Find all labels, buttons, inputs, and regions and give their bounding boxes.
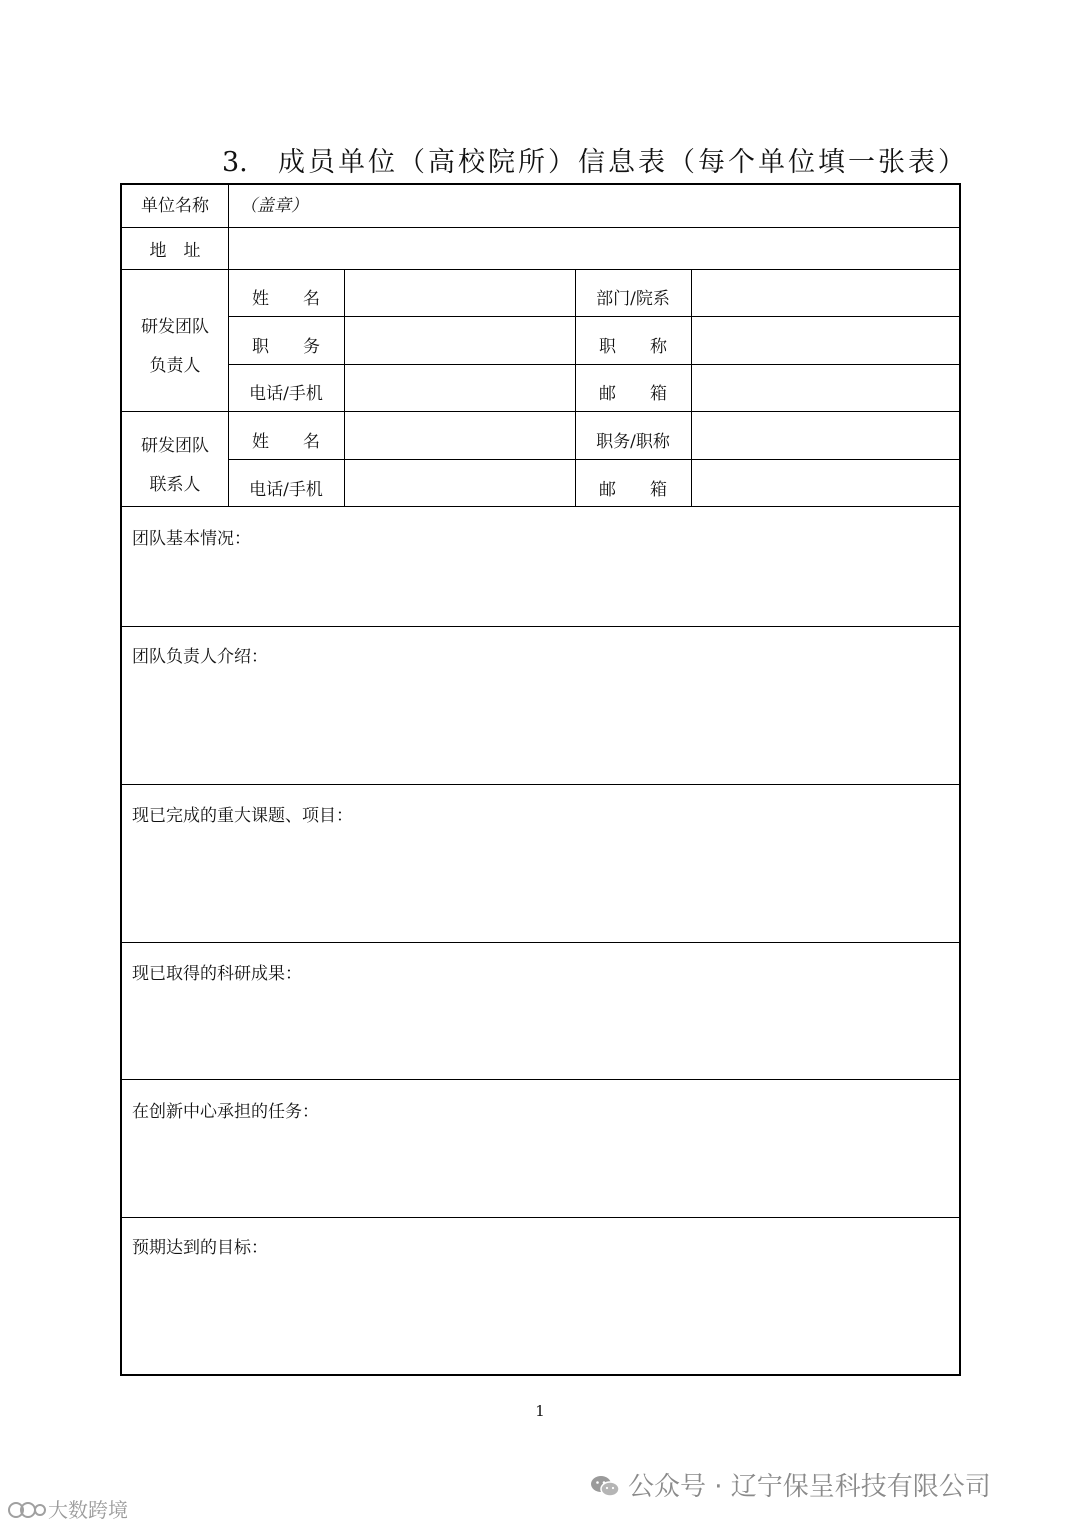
contact-duty-field[interactable]	[695, 417, 955, 453]
leader-email-label: 邮 箱	[599, 384, 667, 404]
title-number: 3.	[222, 147, 248, 178]
leader-rank-field[interactable]	[695, 322, 955, 358]
leader-intro-label: 团队负责人介绍：	[132, 647, 268, 667]
leader-phone-field[interactable]	[348, 370, 571, 406]
wechat-icon	[590, 1474, 620, 1498]
goals-label: 预期达到的目标：	[132, 1238, 268, 1258]
tasks-field[interactable]	[130, 1124, 950, 1212]
contact-email-label: 邮 箱	[599, 480, 667, 500]
contact-group-label-line2: 联系人	[149, 475, 201, 495]
row-divider	[122, 227, 959, 228]
completed-projects-label: 现已完成的重大课题、项目：	[132, 806, 353, 826]
watermark-text: 公众号 · 辽宁保呈科技有限公司	[628, 1472, 991, 1502]
address-label: 地 址	[149, 241, 201, 261]
leader-group-label-line1: 研发团队	[141, 317, 209, 337]
contact-group-label-line1: 研发团队	[141, 436, 209, 456]
leader-name-field[interactable]	[348, 275, 571, 311]
leader-dept-label: 部门/院系	[596, 289, 670, 309]
row-divider	[122, 411, 959, 412]
column-divider	[344, 269, 345, 506]
leader-phone-label: 电话/手机	[249, 384, 323, 404]
team-basic-label: 团队基本情况：	[132, 529, 251, 549]
goals-field[interactable]	[130, 1260, 950, 1365]
page-number: 1	[535, 1402, 545, 1420]
title-text: 成员单位（高校院所）信息表（每个单位填一张表）	[278, 147, 968, 178]
row-divider	[122, 269, 959, 270]
corner-watermark-text: 大数跨境	[48, 1498, 128, 1522]
achievements-field[interactable]	[130, 986, 950, 1074]
leader-intro-field[interactable]	[130, 669, 950, 779]
leader-dept-field[interactable]	[695, 275, 955, 311]
row-divider	[228, 364, 959, 365]
team-basic-field[interactable]	[130, 551, 950, 621]
corner-watermark	[6, 1494, 128, 1523]
contact-email-field[interactable]	[695, 465, 955, 501]
leader-email-field[interactable]	[695, 370, 955, 406]
address-field[interactable]	[232, 231, 952, 265]
achievements-label: 现已取得的科研成果：	[132, 964, 302, 984]
tasks-label: 在创新中心承担的任务：	[132, 1102, 319, 1122]
document-title	[222, 140, 982, 179]
column-divider	[691, 269, 692, 506]
contact-phone-label: 电话/手机	[249, 480, 323, 500]
contact-duty-label: 职务/职称	[596, 432, 670, 452]
row-divider	[122, 942, 959, 943]
row-divider	[228, 316, 959, 317]
leader-name-label: 姓 名	[252, 289, 320, 309]
contact-name-label: 姓 名	[252, 432, 320, 452]
member-unit-form	[120, 183, 961, 1376]
unit-name-field[interactable]: （盖章）	[240, 196, 308, 216]
contact-name-field[interactable]	[348, 417, 571, 453]
completed-projects-field[interactable]	[130, 828, 950, 938]
unit-name-label: 单位名称	[141, 196, 209, 216]
row-divider	[122, 626, 959, 627]
row-divider	[122, 784, 959, 785]
row-divider	[122, 1217, 959, 1218]
watermark	[590, 1466, 991, 1503]
row-divider	[228, 459, 959, 460]
leader-duty-label: 职 务	[252, 337, 320, 357]
row-divider	[122, 1079, 959, 1080]
row-divider	[122, 506, 959, 507]
logo-icon	[6, 1500, 48, 1520]
contact-phone-field[interactable]	[348, 465, 571, 501]
leader-group-label-line2: 负责人	[149, 356, 201, 376]
leader-duty-field[interactable]	[348, 322, 571, 358]
leader-rank-label: 职 称	[599, 337, 667, 357]
